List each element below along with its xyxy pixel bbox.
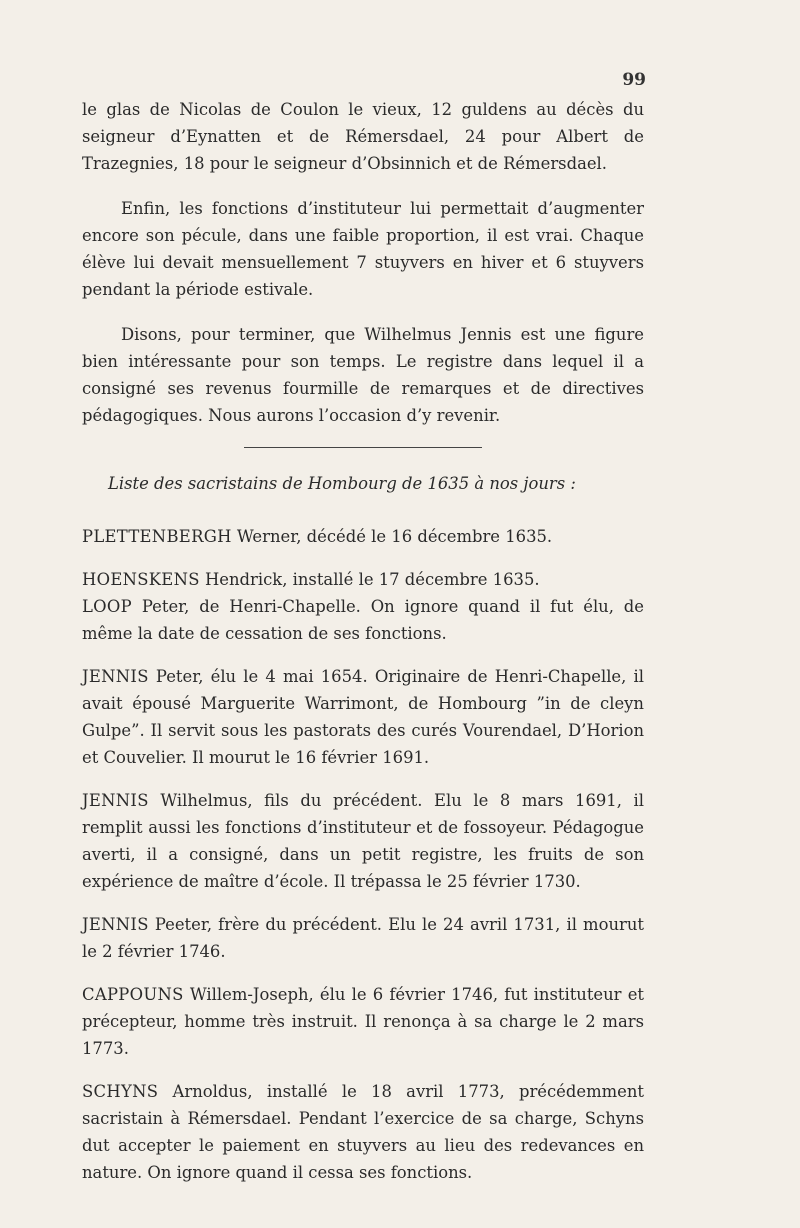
list-entry <box>82 523 644 550</box>
paragraph-1: le glas de Nicolas de Coulon le vieux, 12 guldens au décès du seigneur d’Eynatten et de Rémersdael, 24 pour Albert de Trazegnies, 18 pour le seigneur d’Obsinnich et de Rémersdael. <box>82 100 644 173</box>
entry-text: Peter, élu le 4 mai 1654. Originaire de Henri-Chapelle, il avait épousé Marguerite Warrimont, de Hombourg ”in de cleyn Gulpe”. Il servit sous les pastorats des curés Vourendael, D’Horion et Couvelier. Il mourut le 16 février 1691. <box>82 667 644 767</box>
list-entry <box>82 566 644 593</box>
page-body <box>82 96 644 1202</box>
list-entry <box>82 663 644 771</box>
entry-surname: SCHYNS <box>82 1082 159 1101</box>
entry-surname: PLETTENBERGH <box>82 527 232 546</box>
entry-text: Arnoldus, installé le 18 avril 1773, précédemment sacristain à Rémersdael. Pendant l’exercice de sa charge, Schyns dut accepter le paiement en stuyvers au lieu des redevances en nature. On ignore quand il cessa ses fonctions. <box>82 1082 645 1182</box>
entry-surname: HOENSKENS <box>82 570 200 589</box>
entry-surname: JENNIS <box>82 791 149 810</box>
list-entry <box>82 787 644 895</box>
entry-text: Werner, décédé le 16 décembre 1635. <box>236 527 553 546</box>
section-divider <box>244 447 482 448</box>
entry-surname: LOOP <box>82 597 132 616</box>
entry-text: Hendrick, installé le 17 décembre 1635. <box>204 570 540 589</box>
list-entry <box>82 1078 644 1186</box>
list-heading: Liste des sacristains de Hombourg de 1635 à nos jours : <box>108 474 576 493</box>
list-entry <box>82 593 644 647</box>
paragraph-3: Disons, pour terminer, que Wilhelmus Jennis est une figure bien intéressante pour son temps. Le registre dans lequel il a consigné ses revenus fourmille de remarques et de directives pédagogiques. Nous aurons l’occasion d’y revenir. <box>82 325 644 425</box>
list-entry <box>82 911 644 965</box>
sacristan-list <box>82 523 644 1186</box>
entry-surname: JENNIS <box>82 667 149 686</box>
entry-surname: CAPPOUNS <box>82 985 184 1004</box>
list-entry <box>82 981 644 1062</box>
entry-text: Peeter, frère du précédent. Elu le 24 avril 1731, il mourut le 2 février 1746. <box>82 915 644 961</box>
page-number: 99 <box>622 70 646 90</box>
paragraph-2: Enfin, les fonctions d’instituteur lui permettait d’augmenter encore son pécule, dans une faible proportion, il est vrai. Chaque élève lui devait mensuellement 7 stuyvers en hiver et 6 stuyvers pendant la période estivale. <box>82 199 644 299</box>
entry-text: Willem-Joseph, élu le 6 février 1746, fut instituteur et précepteur, homme très instruit. Il renonça à sa charge le 2 mars 1773. <box>82 985 644 1058</box>
entry-surname: JENNIS <box>82 915 149 934</box>
entry-text: Peter, de Henri-Chapelle. On ignore quand il fut élu, de même la date de cessation de ses fonctions. <box>82 597 644 643</box>
entry-text: Wilhelmus, fils du précédent. Elu le 8 mars 1691, il remplit aussi les fonctions d’instituteur et de fossoyeur. Pédagogue averti, il a consigné, dans un petit registre, les fruits de son expérience de maître d’école. Il trépassa le 25 février 1730. <box>82 791 645 891</box>
